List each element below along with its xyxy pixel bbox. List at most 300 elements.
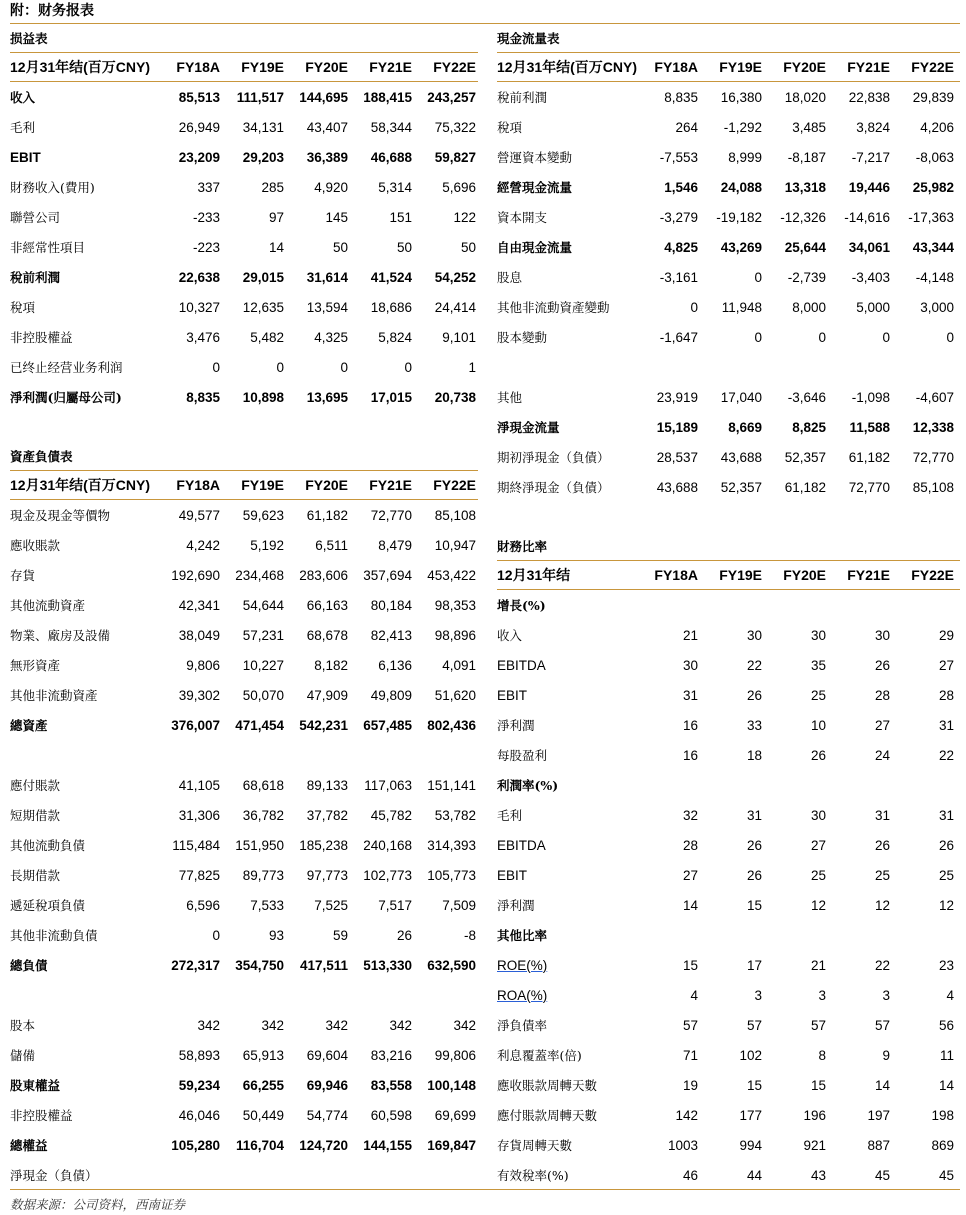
row-label: 經營現金流量 — [497, 180, 573, 195]
table-row — [497, 710, 960, 740]
cell-value: 283,606 — [299, 567, 348, 583]
cell-value: 5,824 — [378, 329, 412, 345]
cell-value: 6,511 — [315, 537, 348, 553]
cell-value: 23,919 — [656, 389, 698, 405]
table-row — [10, 680, 478, 710]
cell-value: 0 — [754, 269, 762, 285]
cell-value: 1 — [468, 359, 476, 375]
row-label: 長期借款 — [10, 868, 61, 883]
cell-value: 6,596 — [186, 897, 220, 913]
cell-value: 85,513 — [178, 89, 220, 105]
cell-value: 46 — [682, 1167, 698, 1183]
cell-value: 234,468 — [235, 567, 284, 583]
cell-value: 7,509 — [442, 897, 476, 913]
row-label: 其他 — [497, 390, 523, 405]
cell-value: 50,070 — [242, 687, 284, 703]
cell-value: -3,403 — [851, 269, 890, 285]
cell-value: 31 — [682, 687, 698, 703]
cell-value: 45 — [874, 1167, 890, 1183]
cell-value: 57 — [746, 1017, 762, 1033]
cell-value: 24,414 — [434, 299, 476, 315]
cell-value: 89,133 — [306, 777, 348, 793]
table-row — [497, 322, 960, 352]
cell-value: -3,646 — [787, 389, 826, 405]
cell-value: 0 — [754, 329, 762, 345]
cell-value: 83,216 — [370, 1047, 412, 1063]
table-row — [10, 1010, 478, 1040]
cell-value: 4,325 — [314, 329, 348, 345]
cell-value: 61,182 — [848, 449, 890, 465]
row-label: ROE(%) — [497, 957, 548, 973]
column-header: FY22E — [911, 59, 954, 75]
row-label: 現金及現金等價物 — [10, 508, 111, 523]
page-title: 附：财务报表 — [10, 3, 94, 19]
cell-value: 5,482 — [250, 329, 284, 345]
column-header: FY18A — [176, 59, 220, 75]
cell-value: 12,635 — [242, 299, 284, 315]
cell-value: 3,476 — [186, 329, 220, 345]
cell-value: 10,227 — [242, 657, 284, 673]
cell-value: 11,588 — [849, 419, 890, 435]
cell-value: 59,827 — [434, 149, 476, 165]
row-label: 存貨 — [10, 568, 36, 583]
cell-value: -7,217 — [851, 149, 890, 165]
table-row — [497, 920, 960, 950]
column-header: FY18A — [654, 567, 698, 583]
cell-value: 66,163 — [306, 597, 348, 613]
cell-value: 26 — [746, 867, 762, 883]
cell-value: 8,999 — [728, 149, 762, 165]
table-row — [10, 950, 478, 980]
cell-value: 14 — [682, 897, 698, 913]
section-title — [10, 24, 478, 53]
cell-value: 188,415 — [363, 89, 412, 105]
cell-value: 43,344 — [912, 239, 954, 255]
cell-value: 12 — [810, 897, 826, 913]
row-label: 無形資產 — [10, 658, 61, 673]
cell-value: 11,948 — [721, 299, 762, 315]
row-label: 淨利潤 — [497, 718, 535, 733]
column-header: FY20E — [305, 59, 348, 75]
cell-value: 0 — [818, 329, 826, 345]
cell-value: 54,252 — [434, 269, 476, 285]
cell-value: 93 — [268, 927, 284, 943]
cell-value: -4,607 — [915, 389, 954, 405]
table-row — [10, 142, 478, 172]
table-row — [497, 412, 960, 442]
cell-value: 97 — [268, 209, 284, 225]
row-label: 其他非流動負債 — [10, 928, 98, 943]
cell-value: 115,484 — [172, 837, 220, 853]
cell-value: 342 — [197, 1017, 220, 1033]
cell-value: 26 — [938, 837, 954, 853]
cell-value: 43,407 — [306, 119, 348, 135]
income-and-balance-sheet-column — [10, 24, 478, 1190]
cell-value: 10,947 — [434, 537, 476, 553]
row-label: 稅前利潤 — [10, 270, 61, 285]
row-label: EBITDA — [497, 657, 546, 673]
cell-value: 69,699 — [434, 1107, 476, 1123]
table-row — [497, 202, 960, 232]
cell-value: 17,040 — [720, 389, 762, 405]
cell-value: 18 — [746, 747, 762, 763]
column-header: FY19E — [719, 567, 762, 583]
table-row — [497, 890, 960, 920]
table-row — [10, 352, 478, 382]
cell-value: 59 — [332, 927, 348, 943]
table-header-row — [10, 471, 478, 500]
table-header-row — [10, 53, 478, 82]
table-row — [10, 500, 478, 530]
cell-value: -1,292 — [723, 119, 762, 135]
column-header: FY22E — [433, 59, 476, 75]
cell-value: 4 — [690, 987, 698, 1003]
cell-value: 471,454 — [235, 717, 284, 733]
bottom-rule — [10, 1189, 960, 1190]
cell-value: 15,189 — [656, 419, 698, 435]
section-label: 資產負債表 — [10, 449, 73, 464]
cell-value: 31 — [874, 807, 890, 823]
cell-value: 151 — [389, 209, 412, 225]
cell-value: 994 — [739, 1137, 762, 1153]
cell-value: 3 — [818, 987, 826, 1003]
cell-value: 0 — [340, 359, 348, 375]
table-row — [10, 710, 478, 740]
column-header: FY22E — [433, 477, 476, 493]
cell-value: 117,063 — [364, 777, 412, 793]
row-label: EBIT — [10, 149, 41, 165]
cell-value: 17 — [746, 957, 762, 973]
cell-value: 285 — [261, 179, 284, 195]
cell-value: 18,686 — [370, 299, 412, 315]
cell-value: 56 — [938, 1017, 954, 1033]
cell-value: 49,577 — [178, 507, 220, 523]
cell-value: -14,616 — [844, 209, 890, 225]
cell-value: 354,750 — [235, 957, 284, 973]
row-label: 自由現金流量 — [497, 240, 573, 255]
cell-value: 26 — [746, 687, 762, 703]
row-label: 稅前利潤 — [497, 90, 548, 105]
cell-value: 10,327 — [178, 299, 220, 315]
table-row — [10, 202, 478, 232]
cell-value: 8,479 — [378, 537, 412, 553]
column-header: FY19E — [241, 477, 284, 493]
cell-value: 22,638 — [178, 269, 220, 285]
cell-value: 8,000 — [792, 299, 826, 315]
table-row — [10, 322, 478, 352]
cell-value: 802,436 — [427, 717, 476, 733]
table-row — [497, 232, 960, 262]
cell-value: 44 — [746, 1167, 762, 1183]
table-row — [10, 860, 478, 890]
table-row — [497, 680, 960, 710]
cell-value: -4,148 — [915, 269, 954, 285]
cell-value: 12 — [874, 897, 890, 913]
cell-value: 192,690 — [171, 567, 220, 583]
cell-value: 342 — [261, 1017, 284, 1033]
cell-value: 9 — [882, 1047, 890, 1063]
cell-value: 37,782 — [306, 807, 348, 823]
cell-value: 46,688 — [370, 149, 412, 165]
cell-value: 33 — [746, 717, 762, 733]
cell-value: 151,141 — [427, 777, 476, 793]
cell-value: 25 — [810, 687, 826, 703]
cell-value: 13,594 — [306, 299, 348, 315]
column-header: FY19E — [241, 59, 284, 75]
table-row — [497, 142, 960, 172]
cell-value: 98,353 — [434, 597, 476, 613]
cell-value: 151,950 — [235, 837, 284, 853]
cell-value: 57 — [810, 1017, 826, 1033]
cell-value: 82,413 — [370, 627, 412, 643]
row-label: 應付賬款 — [10, 778, 61, 793]
cell-value: 15 — [746, 1077, 762, 1093]
cell-value: 30 — [682, 657, 698, 673]
row-label: 稅項 — [497, 120, 523, 135]
table-row — [497, 1160, 960, 1190]
row-label: 稅項 — [10, 300, 36, 315]
row-label: 利息覆蓋率(倍) — [497, 1048, 582, 1063]
cell-value: 36,782 — [242, 807, 284, 823]
column-header: FY21E — [847, 59, 890, 75]
table-row — [10, 830, 478, 860]
cell-value: -8 — [463, 927, 476, 943]
cell-value: 97,773 — [306, 867, 348, 883]
cell-value: -2,739 — [787, 269, 826, 285]
cell-value: 22 — [746, 657, 762, 673]
column-header: FY18A — [654, 59, 698, 75]
row-label: 總權益 — [10, 1138, 48, 1153]
cell-value: 14 — [938, 1077, 954, 1093]
cell-value: 16 — [682, 717, 698, 733]
table-row — [497, 650, 960, 680]
cell-value: 21 — [810, 957, 826, 973]
row-label: 期初淨現金（負債） — [497, 450, 610, 465]
table-row — [10, 620, 478, 650]
cell-value: 6,136 — [378, 657, 412, 673]
table-row — [10, 172, 478, 202]
row-label: 非經常性項目 — [10, 240, 86, 255]
row-label: 股本變動 — [497, 330, 548, 345]
cell-value: 45,782 — [370, 807, 412, 823]
cell-value: 50 — [396, 239, 412, 255]
cell-value: 58,893 — [178, 1047, 220, 1063]
row-label: 非控股權益 — [10, 330, 73, 345]
row-label: 其他流動資產 — [10, 598, 86, 613]
table-row — [497, 1130, 960, 1160]
cell-value: 43,269 — [720, 239, 762, 255]
row-label: 毛利 — [497, 808, 523, 823]
cell-value: 8,835 — [664, 89, 698, 105]
row-label: 12月31年结(百万CNY) — [497, 59, 638, 75]
cell-value: 66,255 — [242, 1077, 284, 1093]
table-row — [497, 1040, 960, 1070]
cell-value: 19,446 — [848, 179, 890, 195]
cell-value: 417,511 — [299, 957, 348, 973]
row-label: 毛利 — [10, 120, 36, 135]
cell-value: 25 — [810, 867, 826, 883]
cell-value: 50,449 — [242, 1107, 284, 1123]
cell-value: 59,623 — [242, 507, 284, 523]
cell-value: 69,946 — [306, 1077, 348, 1093]
table-row — [497, 292, 960, 322]
cell-value: 8,835 — [186, 389, 220, 405]
cell-value: 169,847 — [427, 1137, 476, 1153]
cell-value: 30 — [746, 627, 762, 643]
row-label: 每股盈利 — [497, 748, 548, 763]
cell-value: -12,326 — [780, 209, 826, 225]
table-row — [497, 590, 960, 620]
cell-value: 1,546 — [664, 179, 698, 195]
section-title — [497, 532, 960, 561]
source-note: 数据来源：公司资料，西南证券 — [10, 1197, 186, 1212]
table-row — [497, 770, 960, 800]
table-row — [497, 472, 960, 502]
cell-value: 54,644 — [242, 597, 284, 613]
cell-value: 144,155 — [363, 1137, 412, 1153]
cell-value: 8,182 — [314, 657, 348, 673]
table-row — [10, 262, 478, 292]
column-header: FY20E — [783, 59, 826, 75]
cell-value: 31 — [746, 807, 762, 823]
cell-value: 10 — [810, 717, 826, 733]
cell-value: 13,318 — [784, 179, 826, 195]
cell-value: 53,782 — [434, 807, 476, 823]
row-label: 淨利潤(归屬母公司) — [10, 390, 122, 405]
table-row — [10, 232, 478, 262]
cell-value: -19,182 — [716, 209, 762, 225]
cell-value: 0 — [404, 359, 412, 375]
cell-value: 5,000 — [856, 299, 890, 315]
cell-value: 50 — [460, 239, 476, 255]
cell-value: 12,338 — [912, 419, 954, 435]
cell-value: 0 — [212, 927, 220, 943]
table-row — [497, 262, 960, 292]
cell-value: 102,773 — [363, 867, 412, 883]
cell-value: 69,604 — [306, 1047, 348, 1063]
cell-value: 28 — [938, 687, 954, 703]
cell-value: 144,695 — [299, 89, 348, 105]
cell-value: 19 — [682, 1077, 698, 1093]
cell-value: 26 — [810, 747, 826, 763]
cell-value: 3,000 — [920, 299, 954, 315]
cell-value: -17,363 — [908, 209, 954, 225]
cell-value: 197 — [867, 1107, 890, 1123]
cell-value: 31,306 — [178, 807, 220, 823]
row-label: 股本 — [10, 1018, 36, 1033]
section-label: 损益表 — [10, 31, 48, 46]
cell-value: 98,896 — [434, 627, 476, 643]
cell-value: 7,533 — [250, 897, 284, 913]
column-header: FY21E — [369, 477, 412, 493]
row-label: 股息 — [497, 270, 523, 285]
cell-value: 72,770 — [912, 449, 954, 465]
table-row — [10, 590, 478, 620]
cell-value: 99,806 — [434, 1047, 476, 1063]
cell-value: 59,234 — [178, 1077, 220, 1093]
cell-value: 342 — [325, 1017, 348, 1033]
cell-value: 4,242 — [186, 537, 220, 553]
cell-value: 27 — [810, 837, 826, 853]
cell-value: 7,525 — [314, 897, 348, 913]
cell-value: 116,704 — [235, 1137, 284, 1153]
cell-value: 51,620 — [434, 687, 476, 703]
blank-row — [10, 412, 478, 442]
cell-value: 14 — [874, 1077, 890, 1093]
cell-value: 10,898 — [242, 389, 284, 405]
row-label: 淨現金流量 — [497, 420, 560, 435]
cell-value: 29,203 — [242, 149, 284, 165]
cell-value: 26,949 — [178, 119, 220, 135]
cell-value: 0 — [276, 359, 284, 375]
cell-value: -3,279 — [659, 209, 698, 225]
cell-value: 46,046 — [178, 1107, 220, 1123]
cell-value: 8 — [818, 1047, 826, 1063]
cell-value: 657,485 — [363, 717, 412, 733]
row-label: 其他非流動資產變動 — [497, 300, 610, 315]
row-label: 應收賬款 — [10, 538, 61, 553]
cell-value: 22 — [938, 747, 954, 763]
cell-value: 16,380 — [720, 89, 762, 105]
table-row — [497, 172, 960, 202]
blank-row — [497, 352, 960, 382]
table-row — [10, 650, 478, 680]
table-row — [10, 1160, 478, 1190]
cell-value: 5,192 — [250, 537, 284, 553]
row-label: 應收賬款周轉天數 — [497, 1078, 598, 1093]
row-label: 利潤率(%) — [497, 778, 559, 793]
cell-value: 13,695 — [306, 389, 348, 405]
cell-value: 122 — [453, 209, 476, 225]
cell-value: 3 — [754, 987, 762, 1003]
cell-value: 42,341 — [178, 597, 220, 613]
cell-value: 185,238 — [299, 837, 348, 853]
cell-value: 54,774 — [306, 1107, 348, 1123]
table-row — [497, 112, 960, 142]
row-label: 存貨周轉天數 — [497, 1138, 573, 1153]
cell-value: 14 — [268, 239, 284, 255]
cell-value: 1003 — [667, 1137, 698, 1153]
cell-value: 35 — [810, 657, 826, 673]
row-label: 已终止经营业务利润 — [10, 360, 123, 375]
cell-value: 71 — [682, 1047, 698, 1063]
table-row — [497, 620, 960, 650]
cashflow-and-ratios-column — [497, 24, 960, 1190]
cell-value: 80,184 — [370, 597, 412, 613]
cell-value: 89,773 — [242, 867, 284, 883]
row-label: 12月31年结(百万CNY) — [10, 477, 151, 493]
cell-value: 337 — [197, 179, 220, 195]
cell-value: 4 — [946, 987, 954, 1003]
cell-value: 145 — [325, 209, 348, 225]
cell-value: 34,061 — [848, 239, 890, 255]
cell-value: 72,770 — [848, 479, 890, 495]
cell-value: 124,720 — [299, 1137, 348, 1153]
cell-value: 31,614 — [306, 269, 348, 285]
cell-value: 0 — [882, 329, 890, 345]
table-row — [10, 112, 478, 142]
table-row — [10, 890, 478, 920]
cell-value: 38,049 — [178, 627, 220, 643]
column-header: FY20E — [305, 477, 348, 493]
cell-value: 4,825 — [664, 239, 698, 255]
table-row — [10, 920, 478, 950]
row-label: 其他流動負債 — [10, 838, 86, 853]
table-row — [497, 382, 960, 412]
row-label: 物業、廠房及設備 — [10, 628, 111, 643]
cell-value: 27 — [874, 717, 890, 733]
cell-value: 27 — [938, 657, 954, 673]
